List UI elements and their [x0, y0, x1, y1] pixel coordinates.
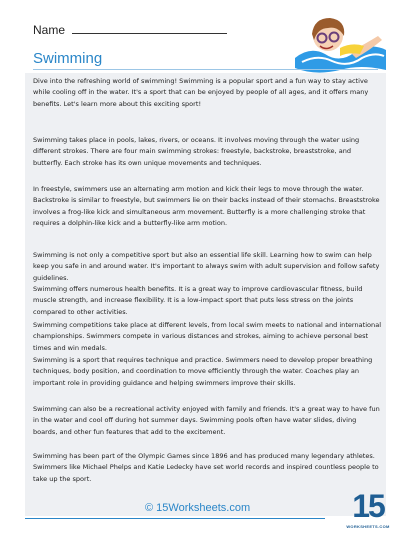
title-divider [33, 69, 378, 70]
swimmer-icon [290, 6, 390, 74]
paragraph-4: Swimming is not only a competitive sport but also an essential life skill. Learning how to swim can help keep you safe in and around water. It's important to always swim with adult supervision and follow safety guidelines. [33, 251, 380, 282]
paragraph-8: Swimming can also be a recreational activity enjoyed with family and friends. It's a great way to have fun in the water and cool off during hot summer days. Swimming pools often have water slides, diving boards, and other fun features that add to the excitement. [33, 405, 380, 436]
name-blank-line[interactable] [72, 22, 227, 34]
paragraph-7: Swimming is a sport that requires technique and practice. Swimmers need to develop proper breathing techniques, body position, and coordination to move efficiently through the water. Coaches play an important role in providing guidance and helping swimmers improve their skills. [33, 356, 373, 387]
paragraph-1: Dive into the refreshing world of swimming! Swimming is a popular sport and a fun way to stay active while cooling off in the water. It's a sport that can be enjoyed by people of all ages, and it offers many benefits. Let's learn more about this exciting sport! [33, 77, 369, 108]
footer-site-link[interactable]: © 15Worksheets.com [145, 502, 251, 514]
page-title: Swimming [33, 50, 103, 67]
logo-text: WORKSHEETS.COM [346, 524, 390, 529]
paragraph-3: In freestyle, swimmers use an alternating arm motion and kick their legs to move through the water. Backstroke is similar to freestyle, but swimmers lie on their backs instead of their stomachs. Breaststroke involves a frog-like kick and simultaneous arm movement. Butterfly is a more challenging stroke that requires a dolphin-like kick and a butterfly-like arm motion. [33, 185, 380, 227]
name-label: Name [33, 23, 66, 37]
paragraph-9: Swimming has been part of the Olympic Games since 1896 and has produced many legendary athletes. Swimmers like Michael Phelps and Katie Ledecky have set world records and inspired countless people to take up the sport. [33, 452, 379, 483]
paragraph-5: Swimming offers numerous health benefits. It is a great way to improve cardiovascular fitness, build muscle strength, and increase flexibility. It is a low-impact sport that puts less stress on the joints compared to other activities. [33, 285, 363, 316]
footer-divider [25, 518, 325, 519]
paragraph-6: Swimming competitions take place at different levels, from local swim meets to national and international championships. Swimmers compete in various distances and strokes, aiming to achieve personal best times and win medals. [33, 321, 382, 352]
paragraph-2: Swimming takes place in pools, lakes, rivers, or oceans. It involves moving through the water using different strokes. There are four main swimming strokes: freestyle, backstroke, breaststroke, and butterfly. Each stroke has its own unique movements and techniques. [33, 136, 360, 167]
name-row [33, 22, 227, 37]
logo-15worksheets [346, 490, 390, 534]
logo-number: 15 [352, 488, 384, 524]
